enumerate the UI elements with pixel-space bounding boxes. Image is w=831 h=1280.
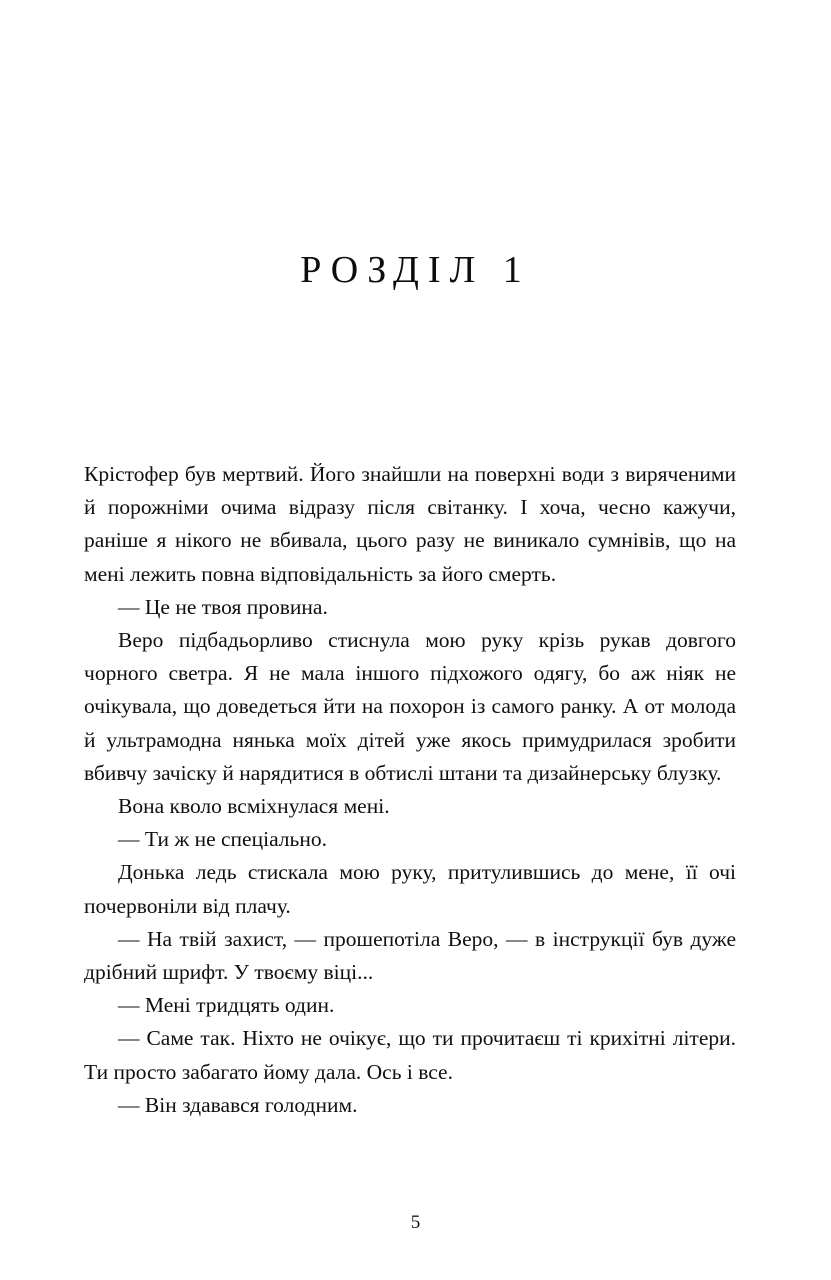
chapter-title: РОЗДІЛ 1 <box>300 249 531 291</box>
page-number: 5 <box>410 1212 421 1233</box>
paragraph: — Він здавався голодним. <box>118 1092 358 1117</box>
paragraph: Донька ледь стискала мою руку, притулившись до мене, її очі почервоніли від плачу. <box>84 860 736 918</box>
body-text <box>84 458 736 1122</box>
paragraph: — На твій захист, — прошепотіла Веро, — в інструкції був дуже дрібний шрифт. У твоєму віці... <box>84 926 736 985</box>
paragraph: Крістофер був мертвий. Його знайшли на поверхні води з виряченими й порожніми очима відразу після світанку. І хоча, чесно кажучи, раніше я нікого не вбивала, цього разу не виникало сумнівів, що на мені лежить повна відповідальність за його смерть. <box>84 462 736 586</box>
paragraph: — Саме так. Ніхто не очікує, що ти прочитаєш ті крихітні літери. Ти просто забагато йому дала. Ось і все. <box>84 1026 736 1084</box>
paragraph: — Мені тридцять один. <box>118 993 335 1018</box>
paragraph: Веро підбадьорливо стиснула мою руку крізь рукав довгого чорного светра. Я не мала іншого підхожого одягу, бо аж ніяк не очікувала, що доведеться йти на похорон із самого ранку. А от молода й ультрамодна нянька моїх дітей уже якось примудрилася зробити вбивчу зачіску й нарядитися в обтислі штани та дизайнерську блузку. <box>84 628 736 785</box>
paragraph: Вона кволо всміхнулася мені. <box>118 794 390 819</box>
paragraph: — Це не твоя провина. <box>118 594 328 619</box>
paragraph: — Ти ж не спеціально. <box>118 827 327 852</box>
